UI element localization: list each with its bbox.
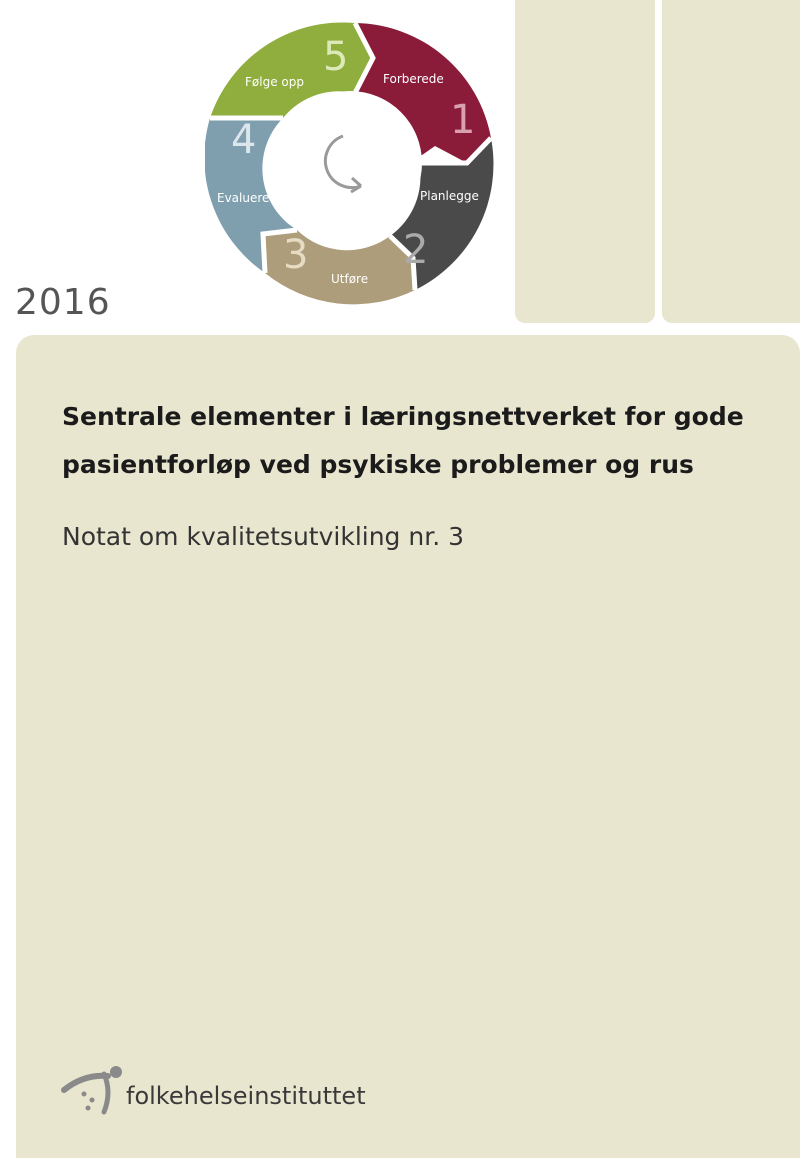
publisher-logo (60, 1064, 390, 1120)
cycle-label-4: Evaluere (217, 191, 270, 205)
decorative-tab-2 (662, 0, 800, 323)
cycle-number-5: 5 (323, 34, 349, 80)
cycle-label-5: Følge opp (245, 75, 304, 89)
report-title (62, 393, 782, 489)
cycle-label-1: Forberede (383, 72, 444, 86)
cycle-number-3: 3 (283, 232, 309, 278)
decorative-tab-1 (515, 0, 655, 323)
report-title-line-1: Sentrale elementer i læringsnettverket for gode (62, 402, 744, 431)
report-subtitle: Notat om kvalitetsutvikling nr. 3 (62, 522, 465, 551)
cycle-label-3: Utføre (331, 272, 369, 286)
report-title-line-2: pasientforløp ved psykiske problemer og rus (62, 450, 694, 479)
publisher-name: folkehelseinstituttet (126, 1082, 366, 1110)
process-cycle-diagram (205, 18, 495, 308)
cycle-number-4: 4 (231, 117, 257, 163)
cycle-label-2: Planlegge (420, 189, 479, 203)
publication-year: 2016 (15, 282, 111, 323)
fhi-logo-icon (60, 1064, 124, 1120)
cycle-number-2: 2 (403, 227, 429, 273)
cycle-number-1: 1 (450, 97, 476, 143)
